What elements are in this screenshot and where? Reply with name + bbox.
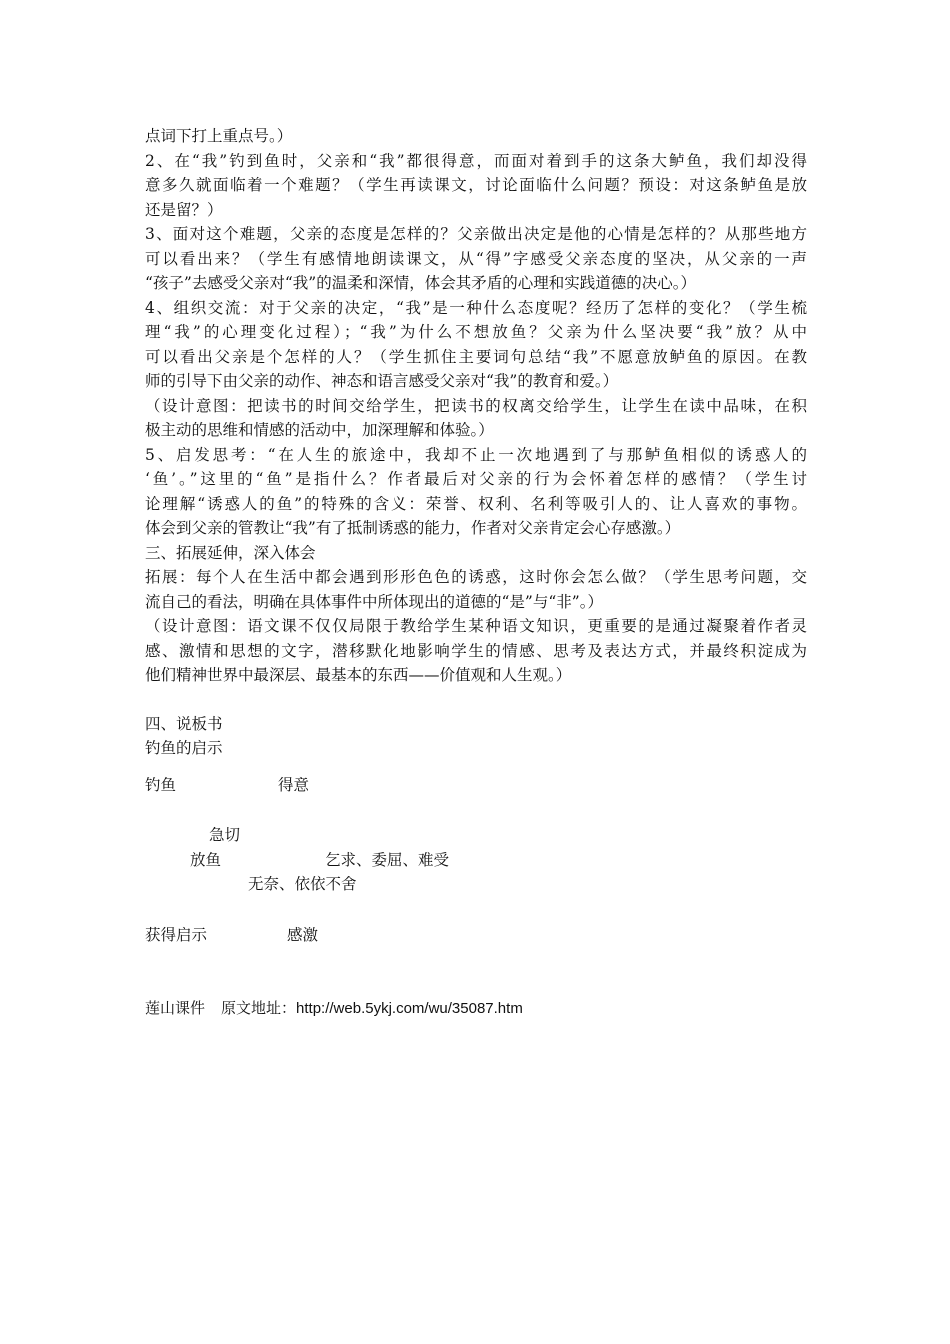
blank-line xyxy=(145,688,807,712)
text-line: 点词下打上重点号。） xyxy=(145,127,293,145)
text-line: 拓展：每个人在生活中都会遇到形形色色的诱惑，这时你会怎么做？（学生思考问题，交 xyxy=(145,568,807,586)
board-fishing: 钓鱼 xyxy=(145,776,177,794)
board-reluctant: 无奈、依依不舍 xyxy=(248,875,357,893)
text-line: ‘鱼’。”这里的“鱼”是指什么？作者最后对父亲的行为会怀着怎样的感情？（学生讨 xyxy=(145,470,807,488)
text-line: 理“我”的心理变化过程）；“我”为什么不想放鱼？父亲为什么坚决要“我”放？从中 xyxy=(145,323,807,341)
text-line: （设计意图：把读书的时间交给学生，把读书的权离交给学生，让学生在读中品味，在积 xyxy=(145,396,807,415)
board-proud: 得意 xyxy=(278,776,310,794)
text-line: 意多久就面临着一个难题？（学生再读课文，讨论面临什么问题？预设：对这条鲈鱼是放 xyxy=(145,176,807,194)
text-line: 论理解“诱惑人的鱼”的特殊的含义：荣誉、权利、名利等吸引人的、让人喜欢的事物。 xyxy=(145,494,807,513)
board-grateful: 感激 xyxy=(287,926,319,944)
text-line: 感、激情和思想的文字，潜移默化地影响学生的情感、思考及表达方式，并最终积淀成为 xyxy=(145,641,807,660)
board-insight: 获得启示 xyxy=(145,926,208,944)
text-line: 可以看出来？（学生有感情地朗读课文，从“得”字感受父亲态度的坚决，从父亲的一声 xyxy=(145,249,807,268)
board-eager: 急切 xyxy=(209,826,241,844)
document-body xyxy=(145,124,807,761)
board-plead: 乞求、委屈、难受 xyxy=(325,851,450,869)
text-line: （设计意图：语文课不仅仅局限于教给学生某种语文知识，更重要的是通过凝聚着作者灵 xyxy=(145,617,807,635)
text-line: 3、面对这个难题，父亲的态度是怎样的？父亲做出决定是他的心情是怎样的？从那些地方 xyxy=(145,225,807,243)
text-line: 2、在“我”钓到鱼时，父亲和“我”都很得意，而面对着到手的这条大鲈鱼，我们却没得 xyxy=(145,151,807,170)
source-url: http://web.5ykj.com/wu/35087.htm xyxy=(296,1000,523,1017)
board-title: 钓鱼的启示 xyxy=(145,739,223,757)
board-release: 放鱼 xyxy=(190,851,222,869)
text-line: 他们精神世界中最深层、最基本的东西——价值观和人生观。） xyxy=(145,666,572,684)
text-line: 4、组织交流：对于父亲的决定，“我”是一种什么态度呢？经历了怎样的变化？（学生梳 xyxy=(145,298,807,317)
source-name: 莲山课件 xyxy=(145,999,206,1017)
text-line: 5、启发思考：“在人生的旅途中，我却不止一次地遇到了与那鲈鱼相似的诱惑人的 xyxy=(145,445,807,464)
text-line: 师的引导下由父亲的动作、神态和语言感受父亲对“我”的教育和爱。） xyxy=(145,372,619,390)
text-line: 可以看出父亲是个怎样的人？（学生抓住主要词句总结“我”不愿意放鲈鱼的原因。在教 xyxy=(145,347,807,366)
source-footer xyxy=(145,996,523,1021)
text-line: 极主动的思维和情感的活动中，加深理解和体验。） xyxy=(145,421,494,439)
section-heading: 四、说板书 xyxy=(145,714,223,733)
text-line: “孩子”去感受父亲对“我”的温柔和深情，体会其矛盾的心理和实践道德的决心。） xyxy=(145,274,696,292)
original-address-label: 原文地址： xyxy=(221,999,297,1017)
text-line: 还是留？） xyxy=(145,200,223,219)
text-line: 流自己的看法，明确在具体事件中所体现出的道德的“是”与“非”。） xyxy=(145,592,603,611)
section-heading: 三、拓展延伸，深入体会 xyxy=(145,543,316,562)
text-line: 体会到父亲的管教让“我”有了抵制诱惑的能力，作者对父亲肯定会心存感激。） xyxy=(145,519,681,537)
